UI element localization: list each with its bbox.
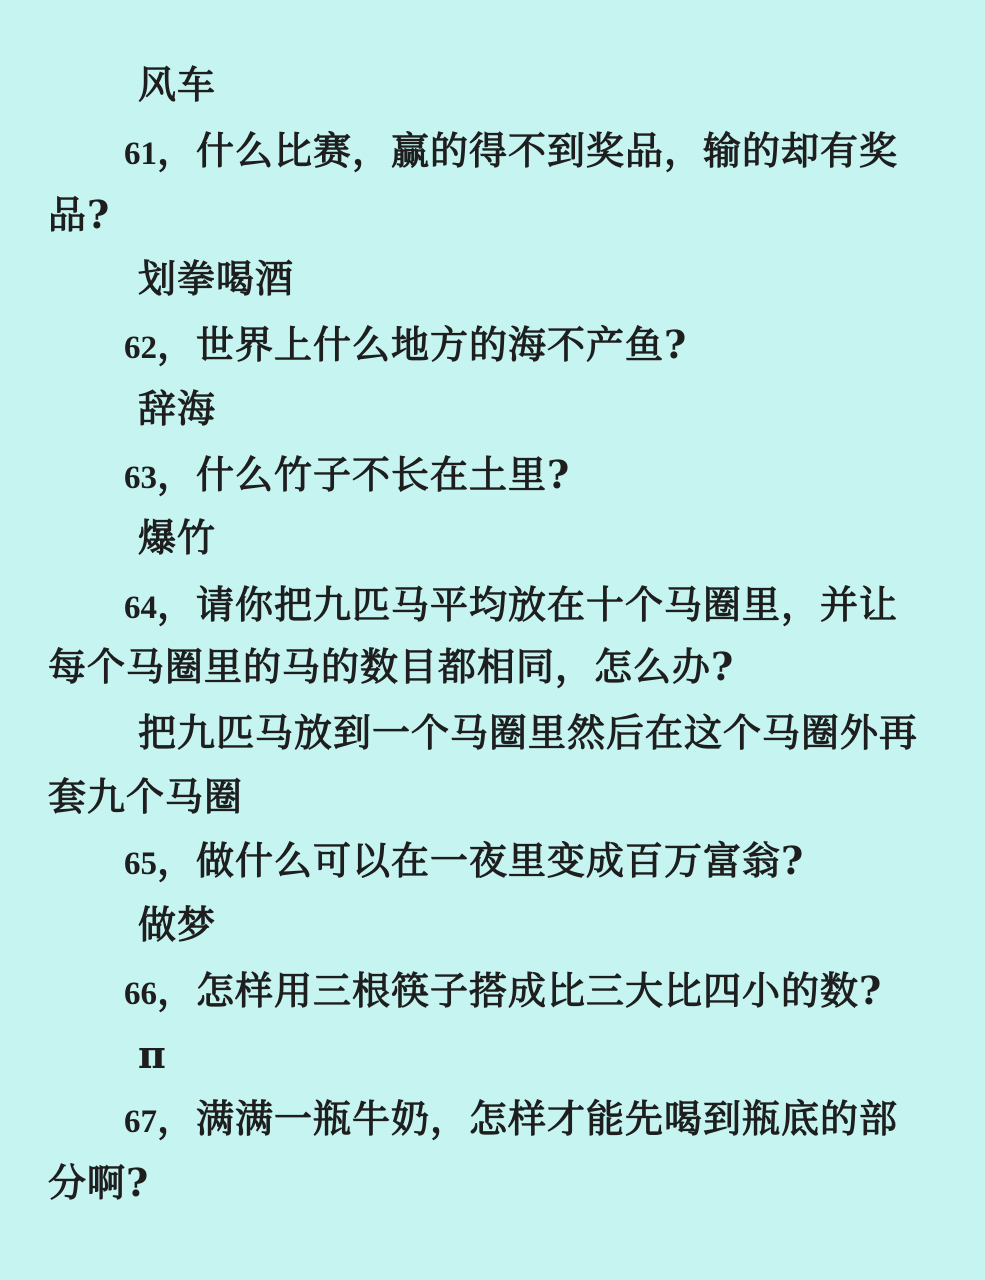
answer-line: 把九匹马放到一个马圈里然后在这个马圈外再 [138, 710, 919, 755]
question-number: 63 [124, 460, 157, 496]
answer-line: 做梦 [138, 902, 217, 947]
answer-line: π [138, 1032, 167, 1077]
question-number: 65 [124, 846, 157, 882]
question-text: ，请你把九匹马平均放在十个马圈里，并让 [157, 582, 899, 627]
question-text: ，什么竹子不长在土里? [157, 452, 571, 497]
answer-line: 爆竹 [138, 515, 217, 560]
question-line-65 [124, 838, 805, 883]
question-text: ，做什么可以在一夜里变成百万富翁? [157, 838, 805, 883]
question-number: 61 [124, 136, 157, 172]
question-number: 62 [124, 330, 157, 366]
question-text: ，什么比赛，赢的得不到奖品，输的却有奖 [157, 128, 899, 173]
question-number: 67 [124, 1104, 157, 1140]
question-line-61 [124, 128, 899, 173]
question-continuation: 每个马圈里的马的数目都相同，怎么办? [48, 644, 735, 689]
answer-line: 风车 [138, 62, 217, 107]
question-line-63 [124, 452, 571, 497]
question-number: 66 [124, 976, 157, 1012]
answer-continuation: 套九个马圈 [48, 774, 244, 819]
question-continuation: 分啊? [48, 1160, 150, 1205]
question-line-64 [124, 582, 899, 627]
question-text: ，满满一瓶牛奶，怎样才能先喝到瓶底的部 [157, 1096, 899, 1141]
question-line-62 [124, 322, 688, 367]
answer-line: 辞海 [138, 386, 217, 431]
question-text: ，世界上什么地方的海不产鱼? [157, 322, 688, 367]
question-line-66 [124, 968, 883, 1013]
answer-line: 划拳喝酒 [138, 256, 295, 301]
question-continuation: 品? [48, 192, 111, 237]
question-text: ，怎样用三根筷子搭成比三大比四小的数? [157, 968, 883, 1013]
question-number: 64 [124, 590, 157, 626]
question-line-67 [124, 1096, 899, 1141]
